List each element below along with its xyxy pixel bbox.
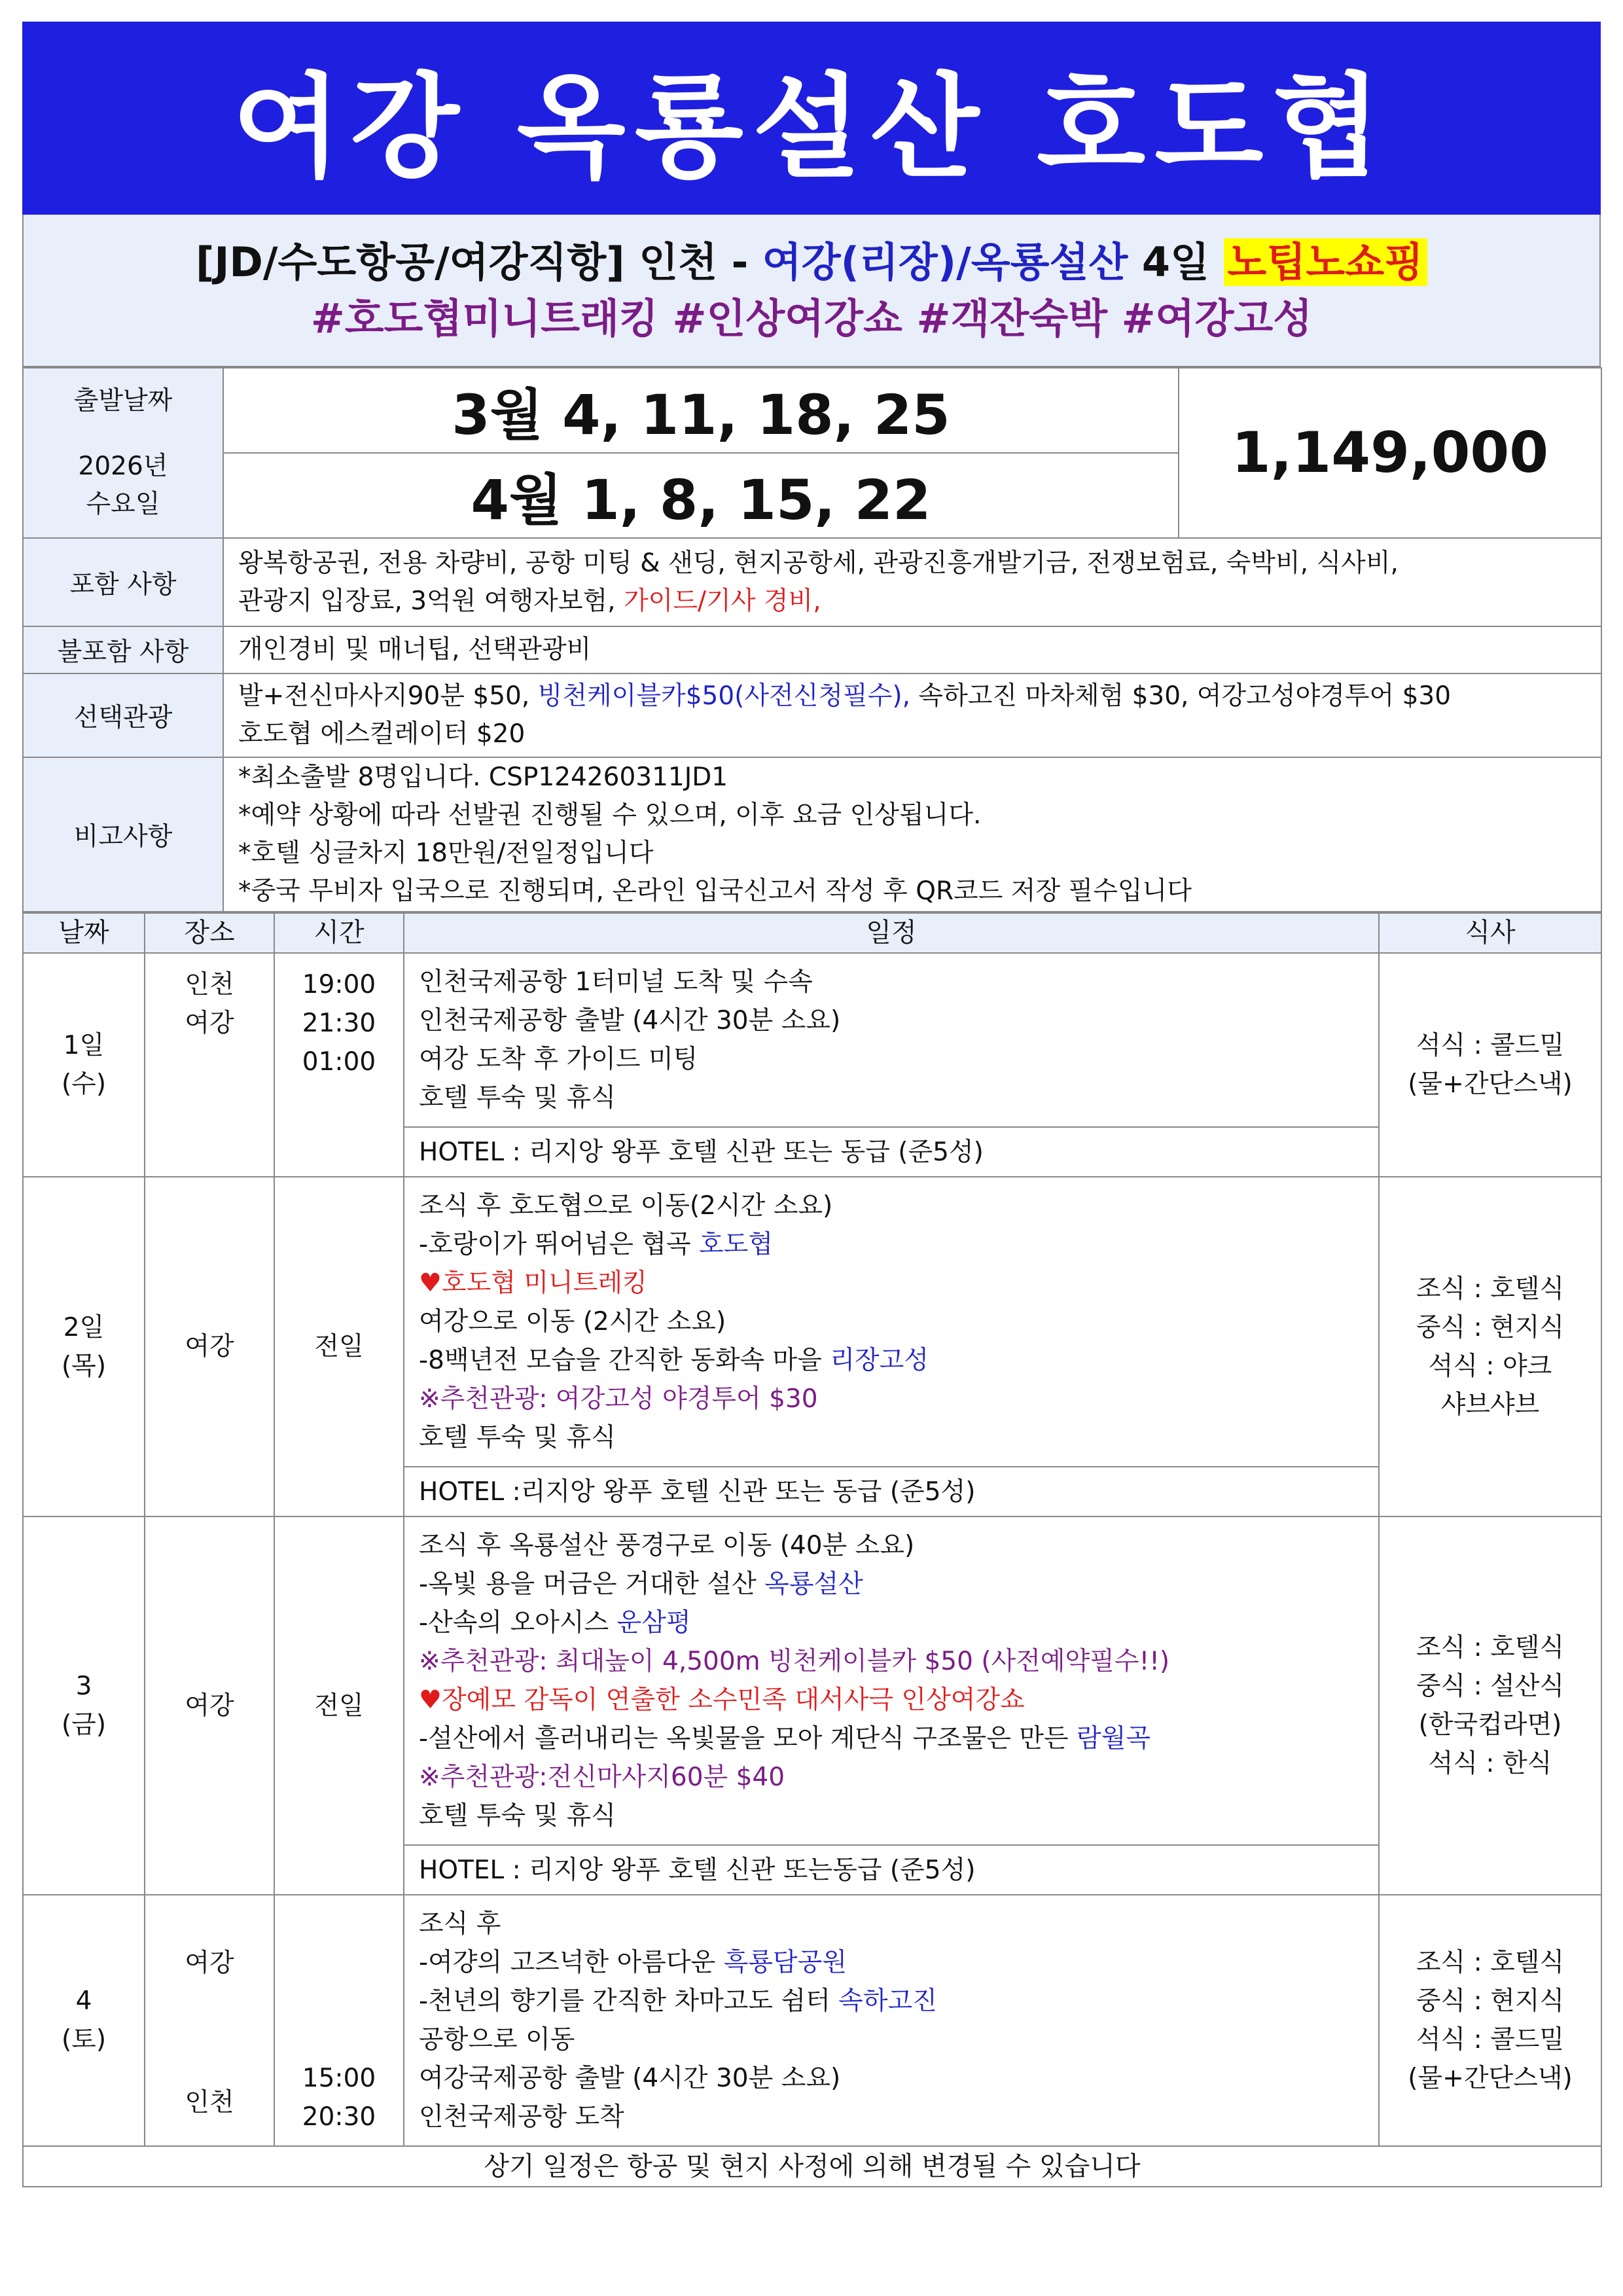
sight-name: 운삼평 — [616, 1608, 691, 1638]
day-4-meals — [1379, 1895, 1601, 2146]
departure-year: 2026년 — [78, 452, 168, 481]
departure-weekday: 수요일 — [86, 490, 160, 519]
subtitle-prefix: [JD/수도항공/여강직항] 인천 - — [195, 238, 762, 286]
day-2-date — [23, 1177, 145, 1516]
itinerary-text: -옥빛 용을 머금은 거대한 설산 — [419, 1570, 765, 1599]
hashtags: #호도협미니트래킹 #인상여강쇼 #객잔숙박 #여강고성 — [310, 294, 1313, 342]
schedule-table — [22, 912, 1602, 2187]
meal-line: 조식 : 호텔식 — [1416, 1633, 1565, 1662]
itinerary-line — [419, 1565, 1364, 1604]
time: 15:00 — [302, 2064, 376, 2093]
itinerary-line — [419, 1943, 1364, 1982]
time: 21:30 — [302, 1009, 376, 1038]
note-item: *예약 상황에 따라 선발권 진행될 수 있으며, 이후 요금 인상됩니다. — [238, 800, 982, 830]
meal-line: 조식 : 호텔식 — [1416, 1274, 1565, 1304]
included-line-2 — [238, 583, 1601, 620]
page-title: 여강 옥룡설산 호도협 — [22, 22, 1601, 215]
day-3-hotel: HOTEL : 리지앙 왕푸 호텔 신관 또는동급 (준5성) — [404, 1845, 1379, 1895]
itinerary-line — [419, 1681, 1364, 1719]
schedule-header-row — [23, 913, 1601, 953]
itinerary-line: 인천국제공항 도착 — [419, 2102, 624, 2132]
itinerary-line: 여강 도착 후 가이드 미팅 — [419, 1045, 698, 1074]
departure-label-cell — [23, 368, 223, 538]
day-3-itinerary — [404, 1516, 1379, 1845]
highlight-text: 호도협 미니트레킹 — [441, 1268, 647, 1298]
meal-line: (한국컵라면) — [1418, 1710, 1562, 1740]
itinerary-line — [419, 1982, 1364, 2020]
subtitle-box — [22, 215, 1601, 367]
header-meal: 식사 — [1379, 913, 1601, 953]
sight-name: 흑룡담공원 — [723, 1948, 847, 1977]
day-3-time: 전일 — [274, 1516, 404, 1895]
place: 인천 — [185, 2088, 234, 2117]
day-1-itinerary — [404, 953, 1379, 1127]
footer-row — [23, 2146, 1601, 2187]
included-line-1: 왕복항공권, 전용 차량비, 공항 미팅 & 샌딩, 현지공항세, 관광진흥개발기금, 전쟁보험료, 숙박비, 식사비, — [238, 548, 1399, 578]
time: 01:00 — [302, 1047, 376, 1077]
sight-name: 호도협 — [699, 1230, 774, 1259]
excluded-label: 불포함 사항 — [23, 626, 223, 673]
itinerary-line: 조식 후 호도협으로 이동(2시간 소요) — [419, 1191, 833, 1221]
day-3-meals — [1379, 1516, 1601, 1895]
itinerary-line: 공항으로 이동 — [419, 2025, 575, 2054]
day-2-meals — [1379, 1177, 1601, 1516]
excluded-text: 개인경비 및 매너팁, 선택관광비 — [223, 626, 1601, 673]
header-place: 장소 — [145, 913, 274, 953]
optional-item-cablecar: 빙천케이블카$50(사전신청필수), — [537, 681, 911, 711]
place: 여강 — [185, 1009, 234, 1038]
trip-info-table — [22, 367, 1602, 912]
recommended-tour: ※추천관광: 여강고성 야경투어 $30 — [419, 1384, 818, 1414]
note-item: *호텔 싱글차지 18만원/전일정입니다 — [238, 838, 654, 868]
itinerary-line: 호텔 투숙 및 휴식 — [419, 1423, 616, 1452]
meal-line: 중식 : 현지식 — [1416, 1312, 1565, 1342]
day-4-row — [23, 1895, 1601, 2146]
place: 여강 — [185, 1948, 234, 1978]
day-3-row — [23, 1516, 1601, 1845]
optional-line-1 — [238, 677, 1601, 715]
meal-line: 샤브샤브 — [1440, 1390, 1540, 1420]
day-2-hotel: HOTEL :리지앙 왕푸 호텔 신관 또는 동급 (준5성) — [404, 1467, 1379, 1516]
optional-label: 선택관광 — [23, 673, 223, 757]
day-number: 4 — [75, 1986, 92, 2016]
included-cell — [223, 538, 1601, 626]
meal-line: 중식 : 현지식 — [1416, 1986, 1565, 2016]
day-1-place — [145, 953, 274, 1177]
notes-label: 비고사항 — [23, 757, 223, 912]
time: 20:30 — [302, 2102, 376, 2132]
included-line-2b: 가이드/기사 경비, — [623, 586, 821, 616]
dates-march: 3월 4, 11, 18, 25 — [223, 368, 1179, 453]
subtitle-line — [196, 234, 1427, 291]
dates-april: 4월 1, 8, 15, 22 — [223, 453, 1179, 538]
notes-cell — [223, 757, 1601, 912]
meal-line: 석식 : 야크 — [1428, 1351, 1552, 1381]
itinerary-line — [419, 1719, 1364, 1758]
time: 19:00 — [302, 970, 376, 999]
optional-line-2: 호도협 에스컬레이터 $20 — [238, 719, 526, 749]
header-itinerary: 일정 — [404, 913, 1379, 953]
subtitle-route: 여강(리장)/옥룡설산 — [762, 238, 1128, 286]
optional-cell — [223, 673, 1601, 757]
optional-item-others: 속하고진 마차체험 $30, 여강고성야경투어 $30 — [910, 681, 1452, 711]
day-2-itinerary — [404, 1177, 1379, 1467]
day-3-place: 여강 — [145, 1516, 274, 1895]
day-weekday: (수) — [61, 1069, 107, 1099]
day-number: 3 — [75, 1672, 92, 1701]
itinerary-line: 여강으로 이동 (2시간 소요) — [419, 1307, 726, 1336]
included-line-2a: 관광지 입장료, 3억원 여행자보험, — [238, 586, 624, 616]
day-4-times — [274, 1895, 404, 2146]
itinerary-text: -산속의 오아시스 — [419, 1608, 617, 1638]
day-2-place: 여강 — [145, 1177, 274, 1516]
sight-name: 속하고진 — [838, 1986, 937, 2016]
day-weekday: (토) — [61, 2025, 107, 2054]
day-1-row — [23, 953, 1601, 1127]
day-1-hotel: HOTEL : 리지앙 왕푸 호텔 신관 또는 동급 (준5성) — [404, 1127, 1379, 1177]
meal-line: 중식 : 설산식 — [1416, 1672, 1565, 1701]
no-tip-badge: 노팁노쇼핑 — [1224, 238, 1427, 286]
day-4-itinerary — [404, 1895, 1379, 2146]
day-number: 2일 — [63, 1312, 105, 1342]
note-item: *중국 무비자 입국으로 진행되며, 온라인 입국신고서 작성 후 QR코드 저장 필수입니다 — [238, 876, 1192, 906]
day-4-date — [23, 1895, 145, 2146]
day-4-place — [145, 1895, 274, 2146]
header-date: 날짜 — [23, 913, 145, 953]
day-1-times — [274, 953, 404, 1177]
price: 1,149,000 — [1179, 368, 1601, 538]
itinerary-text: -여걍의 고즈넉한 아름다운 — [419, 1948, 724, 1977]
meal-line: (물+간단스낵) — [1408, 2064, 1573, 2093]
itinerary-text: -8백년전 모습을 간직한 동화속 마을 — [419, 1346, 830, 1375]
sight-name: 람월곡 — [1077, 1724, 1151, 1753]
day-1-meals — [1379, 953, 1601, 1177]
place: 인천 — [185, 970, 234, 999]
itinerary-text: -호랑이가 뛰어넘은 협곡 — [419, 1230, 700, 1259]
heart-icon: ♥ — [419, 1268, 442, 1298]
itinerary-line: 여강국제공항 출발 (4시간 30분 소요) — [419, 2064, 841, 2093]
itinerary-line: 인천국제공항 1터미널 도착 및 수속 — [419, 967, 813, 997]
itinerary-page — [22, 22, 1601, 2187]
itinerary-line: 호텔 투숙 및 휴식 — [419, 1083, 616, 1113]
meal-line: 석식 : 한식 — [1428, 1749, 1552, 1778]
meal-line: 석식 : 콜드밀 — [1416, 1031, 1565, 1060]
day-2-time: 전일 — [274, 1177, 404, 1516]
subtitle-days: 4일 — [1128, 238, 1224, 286]
sight-name: 옥룡설산 — [764, 1570, 863, 1599]
sight-name: 리장고성 — [830, 1346, 929, 1375]
highlight-text: 장예모 감독이 연출한 소수민족 대서사극 인상여강쇼 — [441, 1685, 1025, 1715]
itinerary-line: 인천국제공항 출발 (4시간 30분 소요) — [419, 1006, 841, 1035]
meal-line: 조식 : 호텔식 — [1416, 1948, 1565, 1977]
heart-icon: ♥ — [419, 1685, 442, 1715]
meal-line: 석식 : 콜드밀 — [1416, 2025, 1565, 2054]
itinerary-text: -천년의 향기를 간직한 차마고도 쉼터 — [419, 1986, 839, 2016]
note-item: *최소출발 8명입니다. CSP124260311JD1 — [238, 762, 728, 792]
itinerary-line — [419, 1341, 1364, 1380]
header-time: 시간 — [274, 913, 404, 953]
footer-note: 상기 일정은 항공 및 현지 사정에 의해 변경될 수 있습니다 — [23, 2146, 1601, 2187]
optional-item-massage: 발+전신마사지90분 $50, — [238, 681, 538, 711]
day-weekday: (목) — [61, 1351, 107, 1381]
day-2-row — [23, 1177, 1601, 1467]
meal-line: (물+간단스낵) — [1408, 1069, 1573, 1099]
itinerary-line — [419, 1604, 1364, 1642]
included-label: 포함 사항 — [23, 538, 223, 626]
itinerary-text: -설산에서 흘러내리는 옥빛물을 모아 계단식 구조물은 만든 — [419, 1724, 1077, 1753]
day-number: 1일 — [63, 1031, 105, 1060]
itinerary-line: 호텔 투숙 및 휴식 — [419, 1801, 616, 1831]
day-weekday: (금) — [61, 1710, 107, 1740]
itinerary-line: 조식 후 옥룡설산 풍경구로 이동 (40분 소요) — [419, 1531, 915, 1560]
itinerary-line: 조식 후 — [419, 1909, 501, 1939]
recommended-tour: ※추천관광: 최대높이 4,500m 빙천케이블카 $50 (사전예약필수!!) — [419, 1647, 1170, 1676]
day-1-date — [23, 953, 145, 1177]
itinerary-line — [419, 1225, 1364, 1264]
itinerary-line — [419, 1264, 1364, 1302]
day-3-date — [23, 1516, 145, 1895]
recommended-tour: ※추천관광:전신마사지60분 $40 — [419, 1763, 785, 1792]
departure-label: 출발날짜 — [73, 386, 173, 416]
